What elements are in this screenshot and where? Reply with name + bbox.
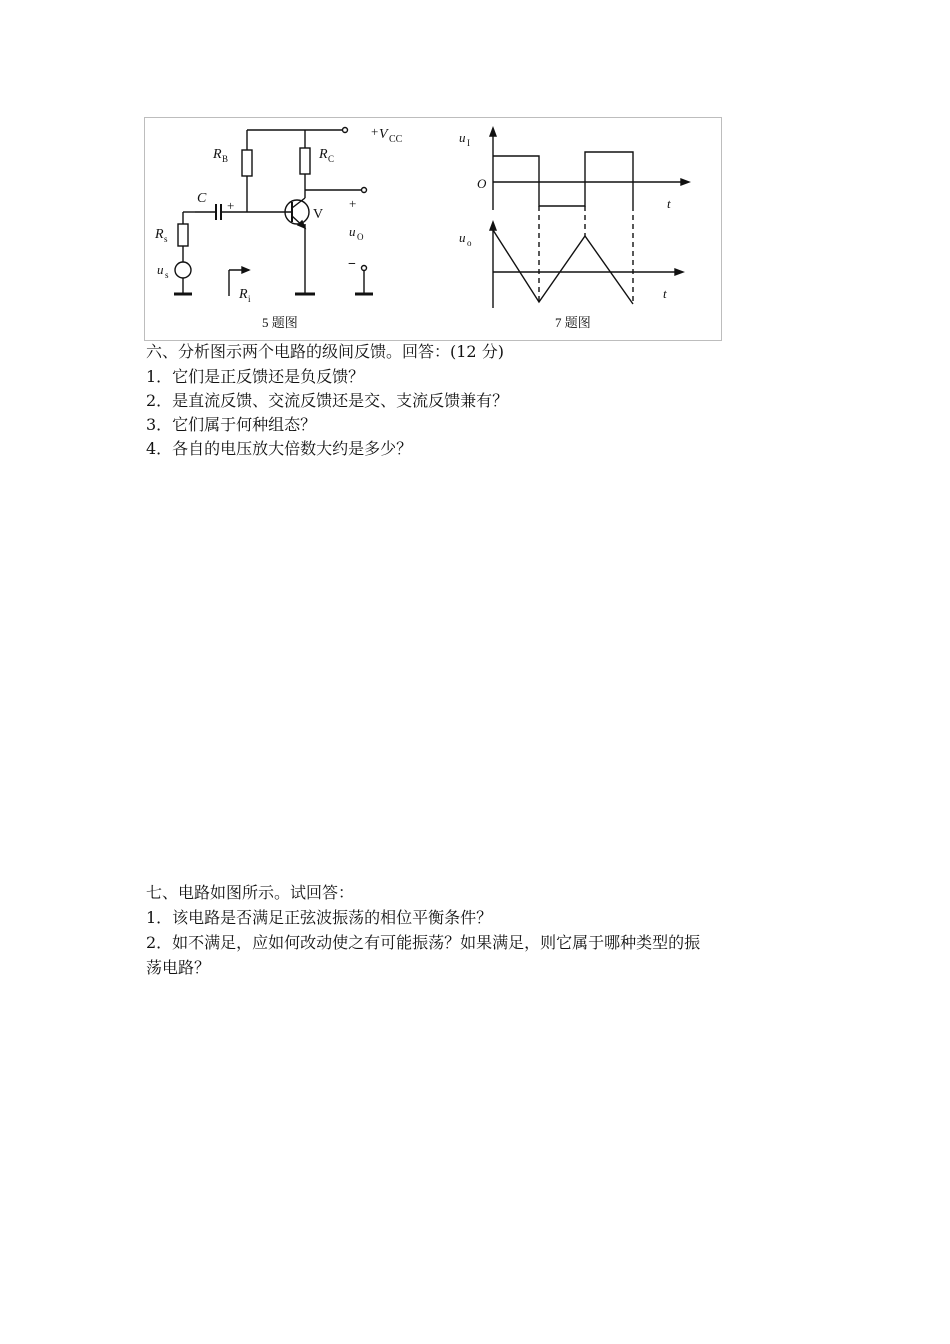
fig5-caption: 5 题图 <box>262 315 298 330</box>
circuit-and-waveform-figure <box>145 118 721 340</box>
fig7-waveforms <box>490 128 689 308</box>
rs-label: R <box>155 227 164 242</box>
triangle-wave <box>493 230 633 304</box>
fig7-caption: 7 题图 <box>555 315 591 330</box>
fig5-circuit <box>174 128 373 297</box>
output-plus: + <box>349 196 357 211</box>
vcc-plus: + <box>371 124 379 139</box>
rc-subscript: C <box>328 154 335 164</box>
square-wave <box>493 152 633 206</box>
section7-question-1: 1．该电路是否满足正弦波振荡的相位平衡条件？ <box>146 908 493 927</box>
uo-subscript: O <box>357 232 364 242</box>
rb-subscript: B <box>222 154 229 164</box>
us-source <box>175 262 191 278</box>
vcc-label: V <box>379 127 388 142</box>
vcc-subscript: CC <box>389 134 403 145</box>
t-axis-label-top: t <box>667 196 671 211</box>
section6-title: 六、分析图示两个电路的级间反馈。回答：(12 分) <box>146 342 504 361</box>
ui-subscript: I <box>467 138 470 148</box>
figure-panel <box>144 117 722 341</box>
section6-question-1: 1．它们是正反馈还是负反馈？ <box>146 367 365 386</box>
uo-wave-subscript: o <box>467 238 472 248</box>
capacitor-label: C <box>197 191 207 206</box>
ri-subscript: i <box>248 294 251 304</box>
section6-question-4: 4．各自的电压放大倍数大约是多少？ <box>146 439 413 458</box>
uo-label: u <box>349 224 356 239</box>
rb-label: R <box>213 147 222 162</box>
section7-question-2-line-1: 2．如不满足，应如何改动使之有可能振荡？如果满足，则它属于哪种类型的振 <box>146 933 701 952</box>
section7-question-2-line-2: 荡电路？ <box>146 958 211 977</box>
section6-question-2: 2．是直流反馈、交流反馈还是交、支流反馈兼有？ <box>146 391 509 410</box>
capacitor-plus: + <box>227 198 235 213</box>
rs-subscript: s <box>164 234 168 244</box>
us-subscript: s <box>165 270 169 280</box>
rc-resistor <box>300 148 310 174</box>
us-label: u <box>157 262 164 277</box>
ui-label: u <box>459 130 466 145</box>
section7-title: 七、电路如图所示。试回答： <box>146 883 355 902</box>
output-minus: − <box>348 257 356 272</box>
t-axis-label-bottom: t <box>663 286 667 301</box>
rc-label: R <box>319 147 328 162</box>
section6-question-3: 3．它们属于何种组态？ <box>146 415 317 434</box>
transistor-label: V <box>313 207 324 222</box>
rb-resistor <box>242 150 252 176</box>
ri-label: R <box>239 287 248 302</box>
rs-resistor <box>178 224 188 246</box>
origin-label: O <box>477 176 487 191</box>
uo-wave-label: u <box>459 230 466 245</box>
